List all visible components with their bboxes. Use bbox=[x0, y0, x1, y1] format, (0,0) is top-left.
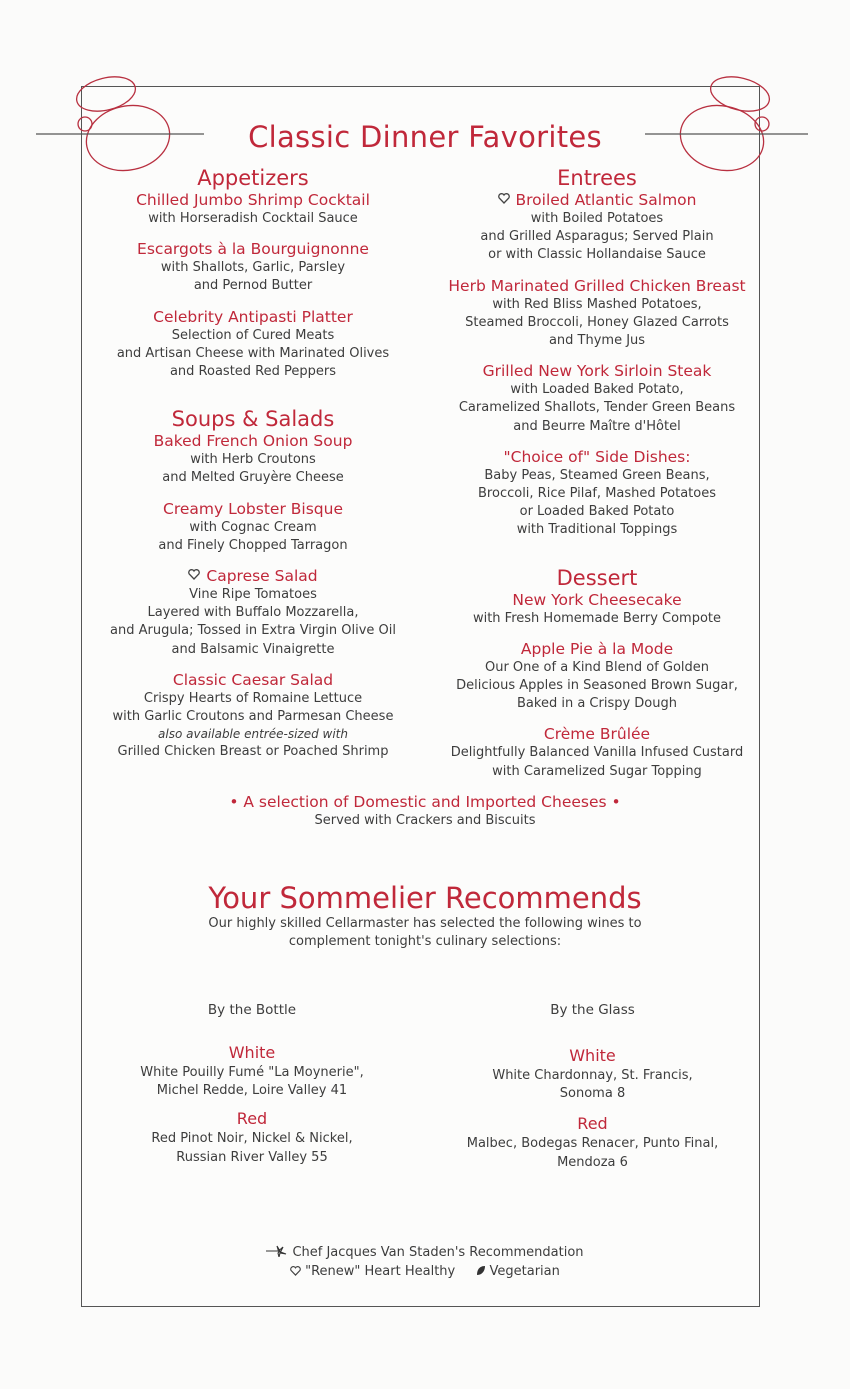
chef-star-icon bbox=[266, 1245, 288, 1257]
dish-creme-brulee bbox=[440, 724, 754, 780]
intro-line: Our highly skilled Cellarmaster has selected the following wines to bbox=[208, 916, 642, 931]
sommelier-title: Your Sommelier Recommends bbox=[208, 881, 642, 915]
dish-name: Apple Pie à la Mode bbox=[520, 639, 674, 658]
appetizers-heading: Appetizers bbox=[197, 166, 309, 190]
dish-name: Herb Marinated Grilled Chicken Breast bbox=[448, 276, 746, 295]
leaf-icon bbox=[476, 1265, 486, 1276]
left-column bbox=[100, 166, 406, 761]
dish-caesar bbox=[100, 670, 406, 762]
dish-cheesecake bbox=[440, 590, 754, 628]
dish-desc: Broccoli, Rice Pilaf, Mashed Potatoes bbox=[478, 486, 716, 502]
dish-desc: Layered with Buffalo Mozzarella, bbox=[147, 605, 359, 621]
dish-name: Broiled Atlantic Salmon bbox=[515, 191, 697, 209]
dish-desc: and Balsamic Vinaigrette bbox=[171, 641, 335, 657]
dish-desc: with Loaded Baked Potato, bbox=[510, 382, 684, 398]
dish-name: Creamy Lobster Bisque bbox=[163, 499, 343, 518]
dish-desc: Delicious Apples in Seasoned Brown Sugar, bbox=[456, 678, 738, 694]
cheese-desc: Served with Crackers and Biscuits bbox=[314, 813, 536, 828]
dish-antipasti bbox=[100, 307, 406, 382]
dish-desc: with Garlic Croutons and Parmesan Cheese bbox=[112, 709, 394, 725]
dish-desc: Steamed Broccoli, Honey Glazed Carrots bbox=[465, 314, 729, 330]
dish-name: Grilled New York Sirloin Steak bbox=[482, 362, 712, 381]
dish-desc: Vine Ripe Tomatoes bbox=[189, 587, 317, 603]
wine-line: Sonoma 8 bbox=[559, 1086, 626, 1102]
wine-line: Malbec, Bodegas Renacer, Punto Final, bbox=[466, 1136, 719, 1152]
dish-desc: with Cognac Cream bbox=[189, 519, 317, 535]
dish-desc: or with Classic Hollandaise Sauce bbox=[488, 247, 706, 263]
wine-line: White Pouilly Fumé "La Moynerie", bbox=[140, 1065, 364, 1080]
dish-desc: with Red Bliss Mashed Potatoes, bbox=[492, 296, 702, 312]
dish-desc: Grilled Chicken Breast or Poached Shrimp bbox=[117, 744, 389, 760]
bottle-red-label: Red bbox=[236, 1109, 268, 1129]
dish-desc: Our One of a Kind Blend of Golden bbox=[484, 659, 709, 675]
legend-chef-text: Chef Jacques Van Staden's Recommendation bbox=[292, 1245, 584, 1260]
dish-apple-pie bbox=[440, 639, 754, 714]
dish-desc: Delightfully Balanced Vanilla Infused Custard bbox=[450, 745, 744, 761]
wine-line: Michel Redde, Loire Valley 41 bbox=[156, 1083, 348, 1099]
dish-chicken-breast bbox=[440, 276, 754, 351]
dish-name: Celebrity Antipasti Platter bbox=[153, 307, 353, 326]
by-the-glass bbox=[460, 1000, 725, 1172]
dish-desc: and Pernod Butter bbox=[193, 278, 313, 294]
dish-desc: with Herb Croutons bbox=[190, 452, 316, 468]
heart-icon bbox=[290, 1266, 301, 1276]
dish-desc: with Traditional Toppings bbox=[516, 522, 678, 538]
by-the-bottle bbox=[122, 1000, 382, 1167]
intro-line: complement tonight's culinary selections: bbox=[288, 934, 562, 949]
dish-desc: with Horseradish Cocktail Sauce bbox=[148, 211, 358, 226]
dish-name: Escargots à la Bourguignonne bbox=[137, 240, 369, 259]
sommelier-intro bbox=[0, 915, 850, 951]
dish-salmon bbox=[440, 190, 754, 265]
dish-note: also available entrée-sized with bbox=[158, 727, 348, 742]
dish-shrimp-cocktail bbox=[100, 190, 406, 228]
dish-name: Baked French Onion Soup bbox=[153, 432, 353, 451]
wine-line: Russian River Valley 55 bbox=[176, 1149, 328, 1165]
glass-heading: By the Glass bbox=[550, 1002, 635, 1018]
dish-desc: with Fresh Homemade Berry Compote bbox=[472, 610, 722, 626]
dish-desc: and Melted Gruyère Cheese bbox=[162, 470, 344, 486]
dish-desc: with Shallots, Garlic, Parsley bbox=[160, 260, 346, 276]
dish-name-row bbox=[100, 566, 406, 586]
menu-title: Classic Dinner Favorites bbox=[248, 120, 602, 154]
bottle-heading: By the Bottle bbox=[207, 1002, 297, 1018]
dish-desc: and Finely Chopped Tarragon bbox=[158, 537, 348, 553]
dish-desc: Selection of Cured Meats bbox=[171, 327, 335, 343]
dish-name: New York Cheesecake bbox=[512, 590, 682, 609]
dish-desc: with Boiled Potatoes bbox=[530, 211, 664, 226]
glass-red-label: Red bbox=[577, 1114, 608, 1134]
entrees-heading: Entrees bbox=[557, 166, 637, 190]
glass-white-label: White bbox=[569, 1046, 616, 1065]
dish-name: Classic Caesar Salad bbox=[172, 670, 334, 689]
right-column bbox=[440, 166, 754, 781]
heart-icon bbox=[498, 193, 510, 204]
dish-desc: Baby Peas, Steamed Green Beans, bbox=[484, 467, 710, 483]
dish-lobster-bisque bbox=[100, 499, 406, 555]
dessert-heading: Dessert bbox=[556, 565, 638, 590]
legend-chef-row bbox=[0, 1243, 850, 1262]
dish-desc: with Caramelized Sugar Topping bbox=[492, 763, 702, 779]
dish-desc: Crispy Hearts of Romaine Lettuce bbox=[143, 690, 363, 706]
dish-name-row bbox=[440, 190, 754, 210]
bottle-white-label: White bbox=[228, 1043, 276, 1062]
dish-desc: and Artisan Cheese with Marinated Olives bbox=[116, 345, 390, 361]
dish-desc: and Beurre Maître d'Hôtel bbox=[513, 418, 681, 434]
dish-name: "Choice of" Side Dishes: bbox=[503, 447, 691, 466]
dish-desc: Caramelized Shallots, Tender Green Beans bbox=[458, 400, 736, 416]
dish-desc: and Roasted Red Peppers bbox=[169, 364, 337, 380]
cheese-title: • A selection of Domestic and Imported Cheeses • bbox=[229, 793, 621, 811]
legend-veg-text: Vegetarian bbox=[489, 1264, 560, 1279]
dish-name: Crème Brûlée bbox=[543, 725, 651, 744]
wine-line: White Chardonnay, St. Francis, bbox=[492, 1068, 693, 1083]
dish-escargots bbox=[100, 239, 406, 295]
wine-line: Red Pinot Noir, Nickel & Nickel, bbox=[151, 1131, 353, 1147]
dish-name: Chilled Jumbo Shrimp Cocktail bbox=[136, 191, 370, 209]
dish-name: Caprese Salad bbox=[206, 567, 318, 586]
dish-desc: and Thyme Jus bbox=[548, 333, 646, 349]
dish-onion-soup bbox=[100, 431, 406, 487]
soups-salads-heading: Soups & Salads bbox=[171, 407, 335, 432]
legend-heart-text: "Renew" Heart Healthy bbox=[305, 1264, 456, 1279]
dish-caprese bbox=[100, 566, 406, 659]
dish-side-dishes bbox=[440, 447, 754, 540]
dish-desc: and Grilled Asparagus; Served Plain bbox=[480, 229, 714, 245]
legend bbox=[0, 1243, 850, 1281]
wine-line: Mendoza 6 bbox=[557, 1154, 628, 1170]
dish-desc: Baked in a Crispy Dough bbox=[517, 696, 677, 712]
legend-diet-row bbox=[0, 1262, 850, 1281]
dish-desc: and Arugula; Tossed in Extra Virgin Olive Oil bbox=[110, 623, 396, 639]
dish-desc: or Loaded Baked Potato bbox=[519, 504, 675, 520]
cheese-selection bbox=[0, 792, 850, 830]
dish-sirloin bbox=[440, 361, 754, 436]
heart-icon bbox=[188, 569, 200, 580]
